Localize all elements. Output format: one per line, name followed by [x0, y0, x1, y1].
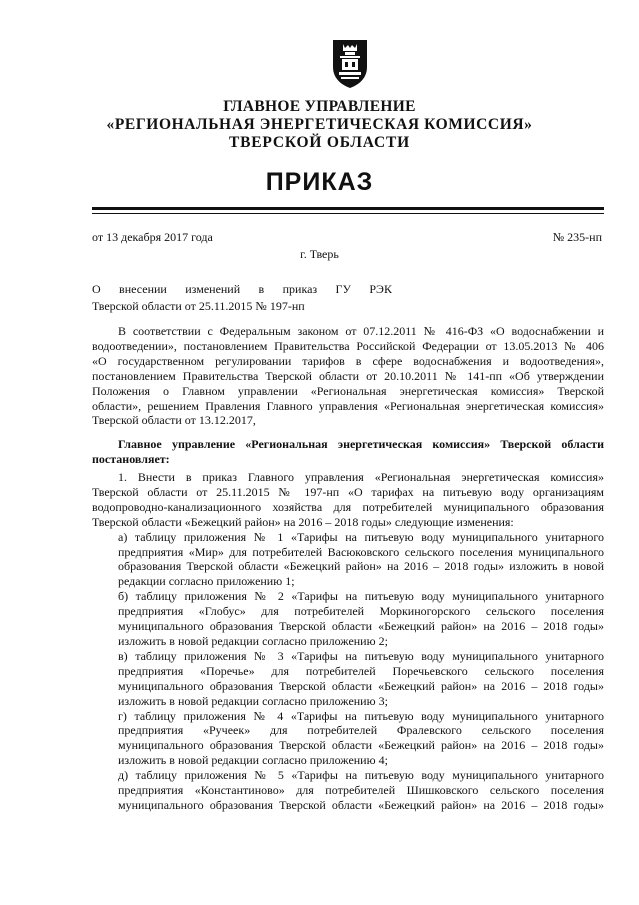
header-divider-thick: [92, 207, 604, 210]
text-line: Тверской области «Бежецкий район» на 2016 – 2018 годы» следующие изменения:: [92, 514, 514, 529]
subitem-v-line: изложить в новой редакции согласно приложению 3;: [118, 693, 388, 708]
subject-line: Тверской области от 25.11.2015 № 197-нп: [92, 299, 305, 313]
text-line: Главное управление «Региональная энергетическая комиссия» Тверской области: [118, 437, 604, 451]
resolve-paragraph: [92, 437, 604, 467]
text-line: «О государственном регулировании тарифов в сфере водоснабжения и водоотведения»,: [92, 353, 604, 368]
order-date: от 13 декабря 2017 года: [92, 230, 213, 244]
header-divider-thin: [92, 213, 604, 214]
subitem-v-line: в) таблицу приложения № 3 «Тарифы на питьевую воду муниципального унитарного: [118, 648, 604, 663]
subitem-d-line: предприятия «Константиново» для потребителей Шишковского сельского поселения: [118, 783, 604, 798]
text-line: 1. Внести в приказ Главного управления «Региональная энергетическая комиссия»: [118, 470, 604, 484]
agency-name-line2: «РЕГИОНАЛЬНАЯ ЭНЕРГЕТИЧЕСКАЯ КОМИССИЯ»: [106, 116, 533, 133]
subitem-g-line: г) таблицу приложения № 4 «Тарифы на питьевую воду муниципального унитарного: [118, 708, 604, 723]
text-line: В соответствии с Федеральным законом от 07.12.2011 № 416-ФЗ «О водоснабжении и: [118, 324, 604, 338]
subitem-a-line: редакции согласно приложению 1;: [118, 574, 295, 589]
text-line: области», решением Правления Главного управления «Региональная энергетическая комиссия»: [92, 398, 604, 413]
subitem-g-line: предприятия «Ручеек» для потребителей Фралевского сельского поселения: [118, 723, 604, 738]
text-line: постановляет:: [92, 451, 170, 466]
agency-name-line1: ГЛАВНОЕ УПРАВЛЕНИЕ: [223, 98, 416, 115]
subitem-a-line: образования Тверской области «Бежецкий район» на 2016 – 2018 годы» изложить в новой: [118, 559, 604, 574]
subitem-v-line: муниципального образования Тверской области «Бежецкий район» на 2016 – 2018 годы»: [118, 678, 604, 693]
subject-line: О внесении изменений в приказ ГУ РЭК: [92, 282, 392, 296]
subitem-d-line: д) таблицу приложения № 5 «Тарифы на питьевую воду муниципального унитарного: [118, 768, 604, 783]
preamble-paragraph: [92, 324, 604, 428]
subitem-v-line: предприятия «Поречье» для потребителей Поречьевского сельского поселения: [118, 663, 604, 678]
agency-name-line3: ТВЕРСКОЙ ОБЛАСТИ: [229, 134, 410, 151]
text-line: Тверской области от 25.11.2015 № 197-нп «О тарифах на питьевую воду организациям: [92, 484, 604, 499]
subitem-a-line: а) таблицу приложения № 1 «Тарифы на питьевую воду муниципального унитарного: [118, 529, 604, 544]
subitem-a-line: предприятия «Мир» для потребителей Васюковского сельского поселения муниципального: [118, 544, 604, 559]
text-line: постановлением Правительства Тверской области от 20.10.2011 № 141-пп «Об утверждении: [92, 368, 604, 383]
document-type-title: ПРИКАЗ: [265, 168, 374, 196]
subitem-b-line: изложить в новой редакции согласно приложению 2;: [118, 633, 388, 648]
tver-coat-of-arms-icon: [330, 37, 370, 89]
text-line: Положения о Главном управлении «Региональная энергетическая комиссия» Тверской: [92, 383, 604, 398]
order-number: № 235-нп: [552, 230, 602, 244]
text-line: водопроводно-канализационного хозяйства для потребителей муниципального образования: [92, 499, 604, 514]
text-line: Тверской области от 13.12.2017,: [92, 413, 256, 428]
subitem-d-line: муниципального образования Тверской области «Бежецкий район» на 2016 – 2018 годы»: [118, 797, 604, 812]
subitem-b-line: муниципального образования Тверской области «Бежецкий район» на 2016 – 2018 годы»: [118, 619, 604, 634]
order-city: г. Тверь: [300, 247, 339, 261]
subitem-g-line: изложить в новой редакции согласно приложению 4;: [118, 753, 388, 768]
subitem-b-line: предприятия «Глобус» для потребителей Моркиногорского сельского поселения: [118, 604, 604, 619]
order-items: [92, 470, 604, 813]
subitem-g-line: муниципального образования Тверской области «Бежецкий район» на 2016 – 2018 годы»: [118, 738, 604, 753]
order-subject: [92, 281, 392, 315]
text-line: водоотведении», постановлением Правительства Российской Федерации от 13.05.2013 № 406: [92, 338, 604, 353]
subitem-b-line: б) таблицу приложения № 2 «Тарифы на питьевую воду муниципального унитарного: [118, 589, 604, 604]
